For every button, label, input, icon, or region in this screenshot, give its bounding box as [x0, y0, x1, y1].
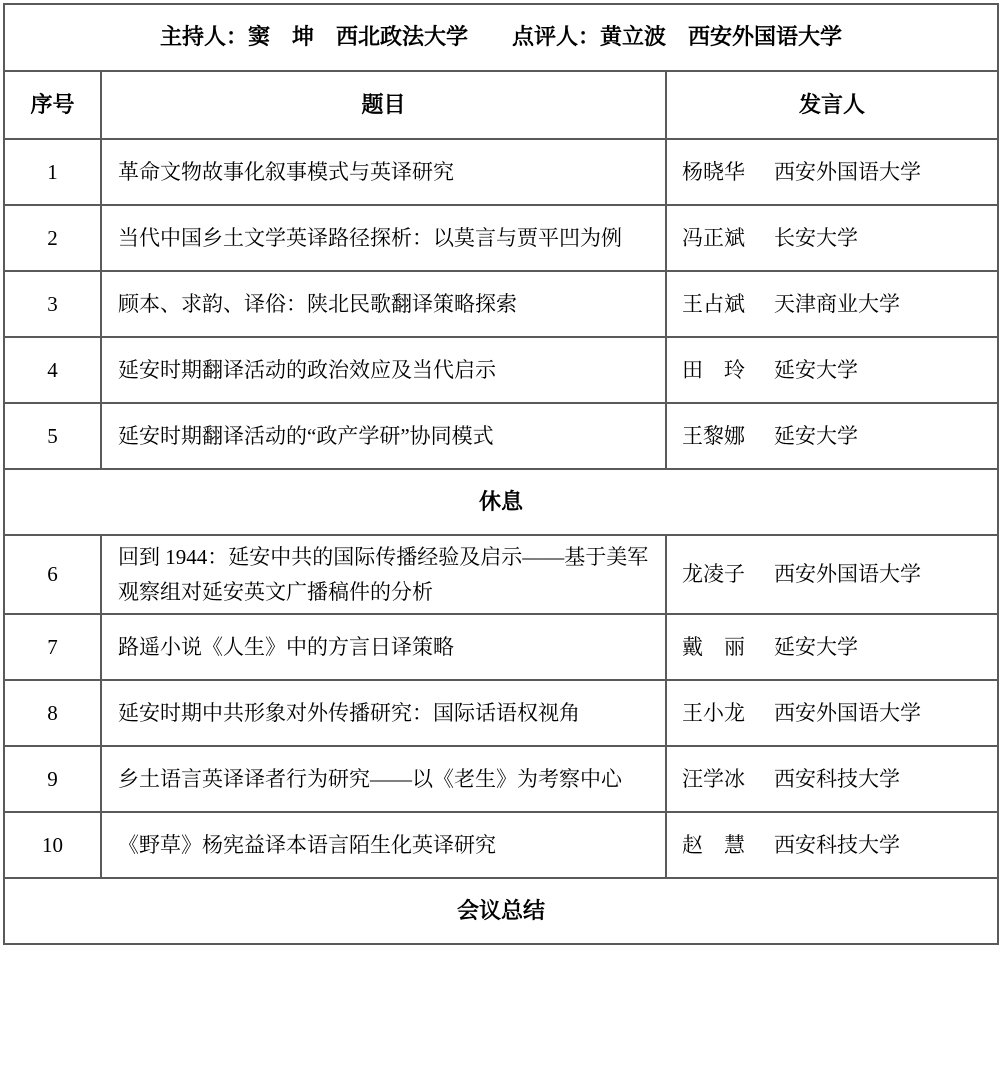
column-header-row — [4, 71, 998, 139]
summary-label: 会议总结 — [4, 878, 998, 944]
speaker-name: 戴 丽 — [682, 634, 745, 659]
session-program-table — [3, 3, 999, 945]
speaker-affiliation: 西安科技大学 — [774, 832, 900, 857]
row-number: 3 — [4, 271, 101, 337]
table-row — [4, 680, 998, 746]
speaker-affiliation: 长安大学 — [774, 225, 858, 250]
paper-title: 当代中国乡土文学英译路径探析：以莫言与贾平凹为例 — [101, 205, 666, 271]
conference-program-page — [0, 3, 1000, 1082]
table-row — [4, 614, 998, 680]
row-number: 8 — [4, 680, 101, 746]
speaker-name: 王小龙 — [682, 700, 745, 725]
paper-title: 延安时期翻译活动的政治效应及当代启示 — [101, 337, 666, 403]
speaker-affiliation: 延安大学 — [774, 634, 858, 659]
speaker-cell — [666, 271, 998, 337]
table-row — [4, 271, 998, 337]
column-header-title: 题目 — [101, 71, 666, 139]
paper-title: 回到 1944：延安中共的国际传播经验及启示——基于美军观察组对延安英文广播稿件的分析 — [101, 535, 666, 614]
column-header-speaker: 发言人 — [666, 71, 998, 139]
speaker-name: 王黎娜 — [682, 423, 745, 448]
speaker-affiliation: 西安外国语大学 — [774, 562, 921, 587]
summary-row — [4, 878, 998, 944]
table-row — [4, 337, 998, 403]
column-header-no: 序号 — [4, 71, 101, 139]
table-row — [4, 139, 998, 205]
row-number: 2 — [4, 205, 101, 271]
row-number: 6 — [4, 535, 101, 614]
break-row — [4, 469, 998, 535]
speaker-affiliation: 延安大学 — [774, 423, 858, 448]
speaker-name: 杨晓华 — [682, 159, 745, 184]
speaker-affiliation: 西安外国语大学 — [774, 700, 921, 725]
table-row — [4, 535, 998, 614]
table-row — [4, 746, 998, 812]
table-row — [4, 403, 998, 469]
speaker-cell — [666, 205, 998, 271]
paper-title: 革命文物故事化叙事模式与英译研究 — [101, 139, 666, 205]
speaker-cell — [666, 614, 998, 680]
speaker-cell — [666, 139, 998, 205]
speaker-cell — [666, 337, 998, 403]
speaker-name: 赵 慧 — [682, 832, 745, 857]
table-row — [4, 812, 998, 878]
paper-title: 《野草》杨宪益译本语言陌生化英译研究 — [101, 812, 666, 878]
speaker-affiliation: 天津商业大学 — [774, 291, 900, 316]
paper-title: 延安时期中共形象对外传播研究：国际话语权视角 — [101, 680, 666, 746]
speaker-name: 汪学冰 — [682, 766, 745, 791]
break-label: 休息 — [4, 469, 998, 535]
moderator-line: 主持人：窦 坤 西北政法大学 点评人：黄立波 西安外国语大学 — [4, 4, 998, 71]
speaker-cell — [666, 746, 998, 812]
speaker-affiliation: 西安外国语大学 — [774, 159, 921, 184]
speaker-cell — [666, 535, 998, 614]
speaker-name: 龙凌子 — [682, 562, 745, 587]
row-number: 10 — [4, 812, 101, 878]
row-number: 5 — [4, 403, 101, 469]
table-row — [4, 205, 998, 271]
moderator-row — [4, 4, 998, 71]
speaker-name: 田 玲 — [682, 357, 745, 382]
row-number: 1 — [4, 139, 101, 205]
paper-title: 顾本、求韵、译俗：陕北民歌翻译策略探索 — [101, 271, 666, 337]
paper-title: 路遥小说《人生》中的方言日译策略 — [101, 614, 666, 680]
speaker-affiliation: 延安大学 — [774, 357, 858, 382]
speaker-affiliation: 西安科技大学 — [774, 766, 900, 791]
speaker-cell — [666, 812, 998, 878]
paper-title: 延安时期翻译活动的“政产学研”协同模式 — [101, 403, 666, 469]
speaker-name: 王占斌 — [682, 291, 745, 316]
row-number: 9 — [4, 746, 101, 812]
row-number: 4 — [4, 337, 101, 403]
row-number: 7 — [4, 614, 101, 680]
speaker-cell — [666, 680, 998, 746]
paper-title: 乡土语言英译译者行为研究——以《老生》为考察中心 — [101, 746, 666, 812]
speaker-cell — [666, 403, 998, 469]
speaker-name: 冯正斌 — [682, 225, 745, 250]
